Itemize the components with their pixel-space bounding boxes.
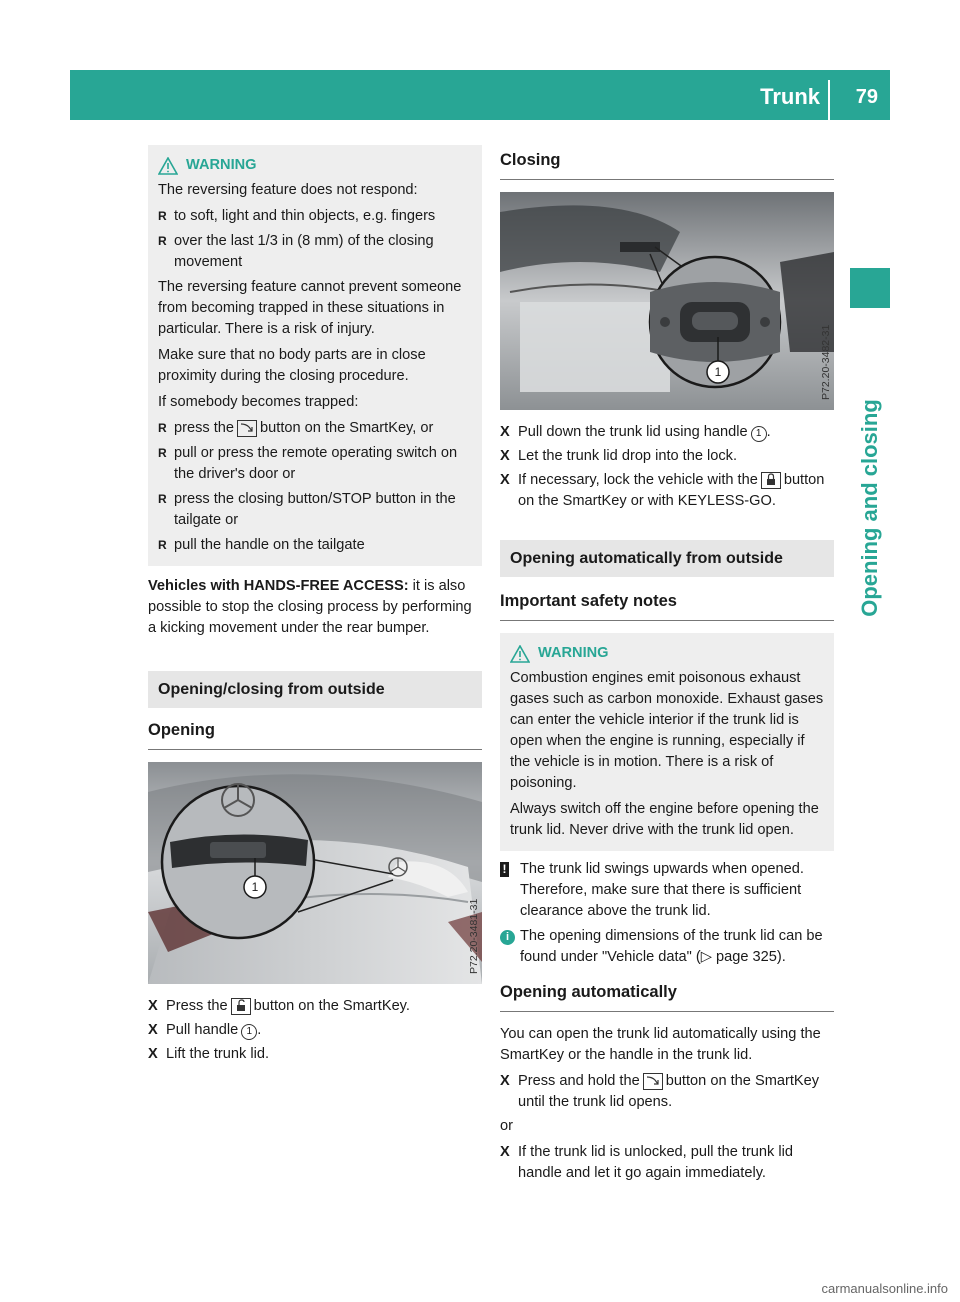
step-text-main: Pull handle [166,1022,239,1038]
step-text [166,1020,482,1041]
step-item [148,996,482,1017]
step-item [148,1044,482,1065]
note-text-pre: The opening dimensions of the trunk lid can be found under "Vehicle data" ( [520,928,823,965]
photo-callout: 1 [714,365,722,379]
watermark: carmanualsonline.info [821,1281,948,1296]
step-text-end: . [257,1022,262,1038]
subheading-opening: Opening [148,708,482,750]
step-mark: X [148,998,158,1014]
side-tab [850,268,890,308]
list-item-text-post: button on the SmartKey, or [260,420,434,436]
list-item-text: pull the handle on the tailgate [174,537,365,553]
list-item [158,489,472,531]
page-ref-arrow-icon: ▷ [700,949,712,965]
step-item [500,1142,834,1184]
step-item [500,1071,834,1113]
step-text: Lift the trunk lid. [166,1046,270,1062]
list-item [158,443,472,485]
trunk-open-button-icon [643,1073,663,1090]
note-text [520,926,834,968]
unlock-icon [231,998,251,1015]
bullet-mark: R [158,538,167,552]
list-item-text [174,418,472,439]
list-item [158,231,472,273]
note-text: The trunk lid swings upwards when opened. Therefore, make sure that there is sufficient clearance above the trunk lid. [520,861,804,919]
list-item [158,206,472,227]
warning-box [148,145,482,566]
step-text [518,470,834,512]
step-mark: X [148,1046,158,1062]
callout-number-icon: 1 [751,426,767,442]
right-column [500,145,834,1187]
list-item-text: press the closing button/STOP button in the tailgate or [174,491,456,528]
intro-paragraph: You can open the trunk lid automatically using the SmartKey or the handle in the trunk lid. [500,1026,821,1063]
warning-triangle-icon [510,645,530,663]
car-rear-illustration [148,762,482,984]
step-mark: X [500,472,510,488]
list-item [158,535,472,556]
bullet-mark: R [158,209,167,223]
page-number: 79 [855,86,878,108]
step-mark: X [148,1022,158,1038]
opening-photo [148,762,482,984]
header-bar [70,70,890,120]
step-text: Let the trunk lid drop into the lock. [518,448,738,464]
warning-paragraph: If somebody becomes trapped: [158,394,359,410]
step-mark: X [500,1144,510,1160]
step-item [500,446,834,467]
header-separator [828,80,830,120]
warning-paragraph: Always switch off the engine before opening the trunk lid. Never drive with the trunk lid open. [510,801,819,838]
trunk-interior-illustration [500,192,834,410]
step-mark: X [500,448,510,464]
step-item [500,470,834,512]
trunk-close-button-icon [237,420,257,437]
closing-photo [500,192,834,410]
list-item [158,418,472,439]
warning-intro: The reversing feature does not respond: [158,182,418,198]
warning-triangle-icon [158,157,178,175]
step-item [500,422,834,443]
side-chapter-label: Opening and closing [857,399,882,617]
caution-note [500,859,834,922]
step-text [166,996,482,1017]
list-item-text-pre: press the [174,420,235,436]
step-text-pre: Press and hold the [518,1073,640,1089]
warning-box [500,633,834,851]
callout-number-icon: 1 [241,1024,257,1040]
step-text [518,422,834,443]
step-mark: X [500,424,510,440]
or-text: or [500,1118,513,1134]
step-item [148,1020,482,1041]
page-title: Trunk [760,84,820,109]
bullet-mark: R [158,234,167,248]
step-text-post: button on the SmartKey until the trunk lid opens. [518,1073,820,1110]
list-item-text: to soft, light and thin objects, e.g. fingers [174,208,436,224]
exclamation-icon: ! [500,862,509,877]
bullet-mark: R [158,492,167,506]
warning-paragraph: Make sure that no body parts are in close proximity during the closing procedure. [158,347,426,384]
hands-free-label: Vehicles with HANDS-FREE ACCESS: [148,578,409,594]
hands-free-paragraph [148,576,482,639]
hands-free-text: it is also possible to stop the closing process by performing a kicking movement under the rear bumper. [148,578,472,636]
warning-title-text: WARNING [538,645,609,661]
warning-paragraph: The reversing feature cannot prevent someone from becoming trapped in these situations in particular. There is a risk of injury. [158,279,462,337]
step-text-post: button on the SmartKey. [253,998,410,1014]
bullet-mark: R [158,446,167,460]
section-heading-opening-closing: Opening/closing from outside [148,671,482,708]
step-text-pre: If necessary, lock the vehicle with the [518,472,758,488]
step-mark: X [500,1073,510,1089]
note-text-post: page 325). [711,949,786,965]
subheading-opening-automatically: Opening automatically [500,972,834,1012]
step-text-end: . [766,424,771,440]
warning-title [158,155,472,176]
step-text-post: button on the SmartKey or with KEYLESS-GO. [518,472,825,509]
photo-callout: 1 [251,880,259,894]
bullet-mark: R [158,421,167,435]
list-item-text: over the last 1/3 in (8 mm) of the closing movement [174,233,434,270]
subheading-safety: Important safety notes [500,577,834,621]
info-icon: i [500,930,515,945]
info-note [500,926,834,968]
step-text: If the trunk lid is unlocked, pull the trunk lid handle and let it go again immediately. [518,1144,793,1181]
warning-title-text: WARNING [186,157,257,173]
step-text [518,1071,834,1113]
left-column [148,145,482,1068]
step-text-pre: Press the [166,998,228,1014]
warning-title [510,643,824,664]
list-item-text: pull or press the remote operating switch on the driver's door or [174,445,458,482]
subheading-closing: Closing [500,145,834,180]
lock-icon [761,472,781,489]
step-text-main: Pull down the trunk lid using handle [518,424,748,440]
section-heading-opening-automatically: Opening automatically from outside [500,540,834,577]
warning-paragraph: Combustion engines emit poisonous exhaust gases such as carbon monoxide. Exhaust gases can enter the vehicle interior if the trunk lid is open when the engine is running, especially if the vehicle is in motion. There is a risk of poisoning. [510,670,824,791]
